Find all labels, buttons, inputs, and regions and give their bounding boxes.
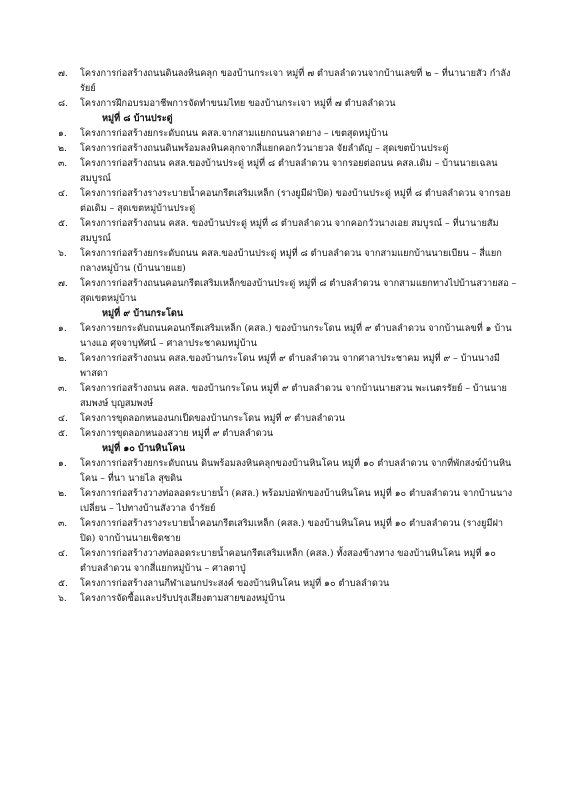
section-heading: หมู่ที่ ๑๐ บ้านหินโคน (102, 443, 185, 454)
item-text: โครงการก่อสร้างถนน คสล. ของบ้านประดู่ หมู่ที่ ๘ ตำบลลำดวน จากคอกวัวนางเอย สมบูรณ์ – ที่นานายสัม สมบูรณ์ (80, 218, 499, 244)
list-item (58, 351, 518, 381)
item-text: โครงการจัดซื้อและปรับปรุงเสียงตามสายของหมู่บ้าน (80, 593, 286, 604)
item-text: โครงการก่อสร้างยกระดับถนน ดินพร้อมลงหินคลุกของบ้านหินโคน หมู่ที่ ๑๐ ตำบลลำดวน จากที่พักสงฆ์บ้านหินโคน – ที่นา นายไล สุขดิน (80, 458, 512, 484)
list-item (58, 216, 518, 246)
list-item (58, 66, 518, 96)
item-text: โครงการก่อสร้างถนนดินพร้อมลงหินคลุกจากสี่แยกคอกวัวนายวล จัยลำดัญ – สุดเขตบ้านประดู่ (80, 143, 449, 154)
item-text: โครงการก่อสร้างยกระดับถนน คสล.จากสามแยกถนนลาดยาง – เขตสุดหมู่บ้าน (80, 128, 388, 139)
list-item (58, 381, 518, 411)
item-text: โครงการก่อสร้างรางระบายน้ำคอนกรีตเสริมเหล็ก (คสล.) ของบ้านหินโคน หมู่ที่ ๑๐ ตำบลลำดวน (รางยูมีฝาปิด) จากบ้านนายเชิดชาย (80, 518, 504, 544)
item-text: โครงการขุดลอกหนองนกเป็ดของบ้านกระโดน หมู่ที่ ๙ ตำบลลำดวน (80, 413, 345, 424)
item-text: โครงการก่อสร้างวางท่อลอดระบายน้ำ (คสล.) พร้อมบ่อพักของบ้านหินโคน หมู่ที่ ๑๐ ตำบลลำดวน จากบ้านนางเปลี่ยน – ไปทางบ้านสังวาล จำรัยย์ (80, 488, 513, 514)
project-list (58, 66, 518, 606)
item-number: ๓. (58, 158, 68, 169)
item-text: โครงการขุดลอกหนองสวาย หมู่ที่ ๙ ตำบลลำดวน (80, 428, 274, 439)
item-number: ๖. (58, 248, 67, 259)
item-number: ๗. (58, 68, 68, 79)
list-item (58, 141, 518, 156)
item-number: ๕. (58, 428, 68, 439)
item-number: ๓. (58, 518, 68, 529)
item-text: โครงการก่อสร้างถนนดินลงหินคลุก ของบ้านกระเจา หมู่ที่ ๗ ตำบลลำดวนจากบ้านเลขที่ ๒ – ที่นานายสัว กำลังรัยย์ (80, 68, 511, 94)
item-number: ๑. (58, 128, 67, 139)
item-text: โครงการก่อสร้างลานกีฬาเอนกประสงค์ ของบ้านหินโคน หมู่ที่ ๑๐ ตำบลลำดวน (80, 578, 390, 589)
list-item (58, 96, 518, 111)
item-text: โครงการก่อสร้างวางท่อลอดระบายน้ำคอนกรีตเสริมเหล็ก (คสล.) ทั้งสองข้างทาง ของบ้านหินโคน หมู่ที่ ๑๐ ตำบลลำดวน จากสี่แยกหมู่บ้าน – ศาลตาปู่ (80, 548, 496, 574)
item-number: ๒. (58, 353, 67, 364)
item-text: โครงการฝึกอบรมอาชีพการจัดทำขนมไทย ของบ้านกระเจา หมู่ที่ ๗ ตำบลลำดวน (80, 98, 396, 109)
item-number: ๗. (58, 278, 68, 289)
item-number: ๓. (58, 383, 68, 394)
list-item (58, 516, 518, 546)
item-text: โครงการก่อสร้างถนน คสล. ของบ้านกระโดน หมู่ที่ ๙ ตำบลลำดวน จากบ้านนายสวน พะเนตรรัยย์ – บ้านนายสมพงษ์ บุญสมพงษ์ (80, 383, 507, 409)
item-number: ๑. (58, 323, 67, 334)
item-text: โครงการก่อสร้างถนน คสล.ของบ้านกระโดน หมู่ที่ ๙ ตำบลลำดวน จากศาลาประชาคม หมู่ที่ ๙ – บ้านนางมี พาสดา (80, 353, 500, 379)
item-text: โครงการยกระดับถนนคอนกรีตเสริมเหล็ก (คสล.) ของบ้านกระโดน หมู่ที่ ๙ ตำบลลำดวน จากบ้านเลขที่ ๑ บ้านนางแอ ศุจจาบุทัศน์ – ศาลาประชาคมหมู่บ้าน (80, 323, 512, 349)
list-item (58, 156, 518, 186)
section-heading: หมู่ที่ ๘ บ้านประดู่ (102, 113, 173, 124)
item-number: ๔. (58, 548, 68, 559)
item-number: ๕. (58, 218, 68, 229)
list-item (58, 186, 518, 216)
item-number: ๖. (58, 593, 67, 604)
item-number: ๔. (58, 413, 68, 424)
list-item (58, 426, 518, 441)
list-item (58, 411, 518, 426)
item-number: ๘. (58, 98, 69, 109)
list-item (58, 321, 518, 351)
item-text: โครงการก่อสร้างรางระบายน้ำคอนกรีตเสริมเหล็ก (รางยูมีฝาปิด) ของบ้านประดู่ หมู่ที่ ๘ ตำบลลำดวน จากรอยต่อเดิม – สุดเขตหมู่บ้านประดู่ (80, 188, 511, 214)
item-number: ๒. (58, 488, 67, 499)
list-item (58, 591, 518, 606)
item-number: ๔. (58, 188, 68, 199)
list-item (58, 246, 518, 276)
item-number: ๑. (58, 458, 67, 469)
list-item (58, 126, 518, 141)
section-heading: หมู่ที่ ๙ บ้านกระโดน (102, 308, 184, 319)
item-text: โครงการก่อสร้างยกระดับถนน คสล.ของบ้านประดู่ หมู่ที่ ๘ ตำบลลำดวน จากสามแยกบ้านนายเบียน – สี่แยกกลางหมู่บ้าน (บ้านนายแย) (80, 248, 502, 274)
list-item (58, 546, 518, 576)
item-text: โครงการก่อสร้างถนน คสล.ของบ้านประดู่ หมู่ที่ ๘ ตำบลลำดวน จากรอยต่อถนน คสล.เดิม – บ้านนายเฉลน สมบูรณ์ (80, 158, 498, 184)
item-number: ๕. (58, 578, 68, 589)
list-item (58, 486, 518, 516)
list-item (58, 576, 518, 591)
item-text: โครงการก่อสร้างถนนคอนกรีตเสริมเหล็กของบ้านประดู่ หมู่ที่ ๘ ตำบลลำดวน จากสามแยกทางไปบ้านสวายสอ – สุดเขตหมู่บ้าน (80, 278, 517, 304)
list-item (58, 456, 518, 486)
list-item (58, 276, 518, 306)
item-number: ๒. (58, 143, 67, 154)
